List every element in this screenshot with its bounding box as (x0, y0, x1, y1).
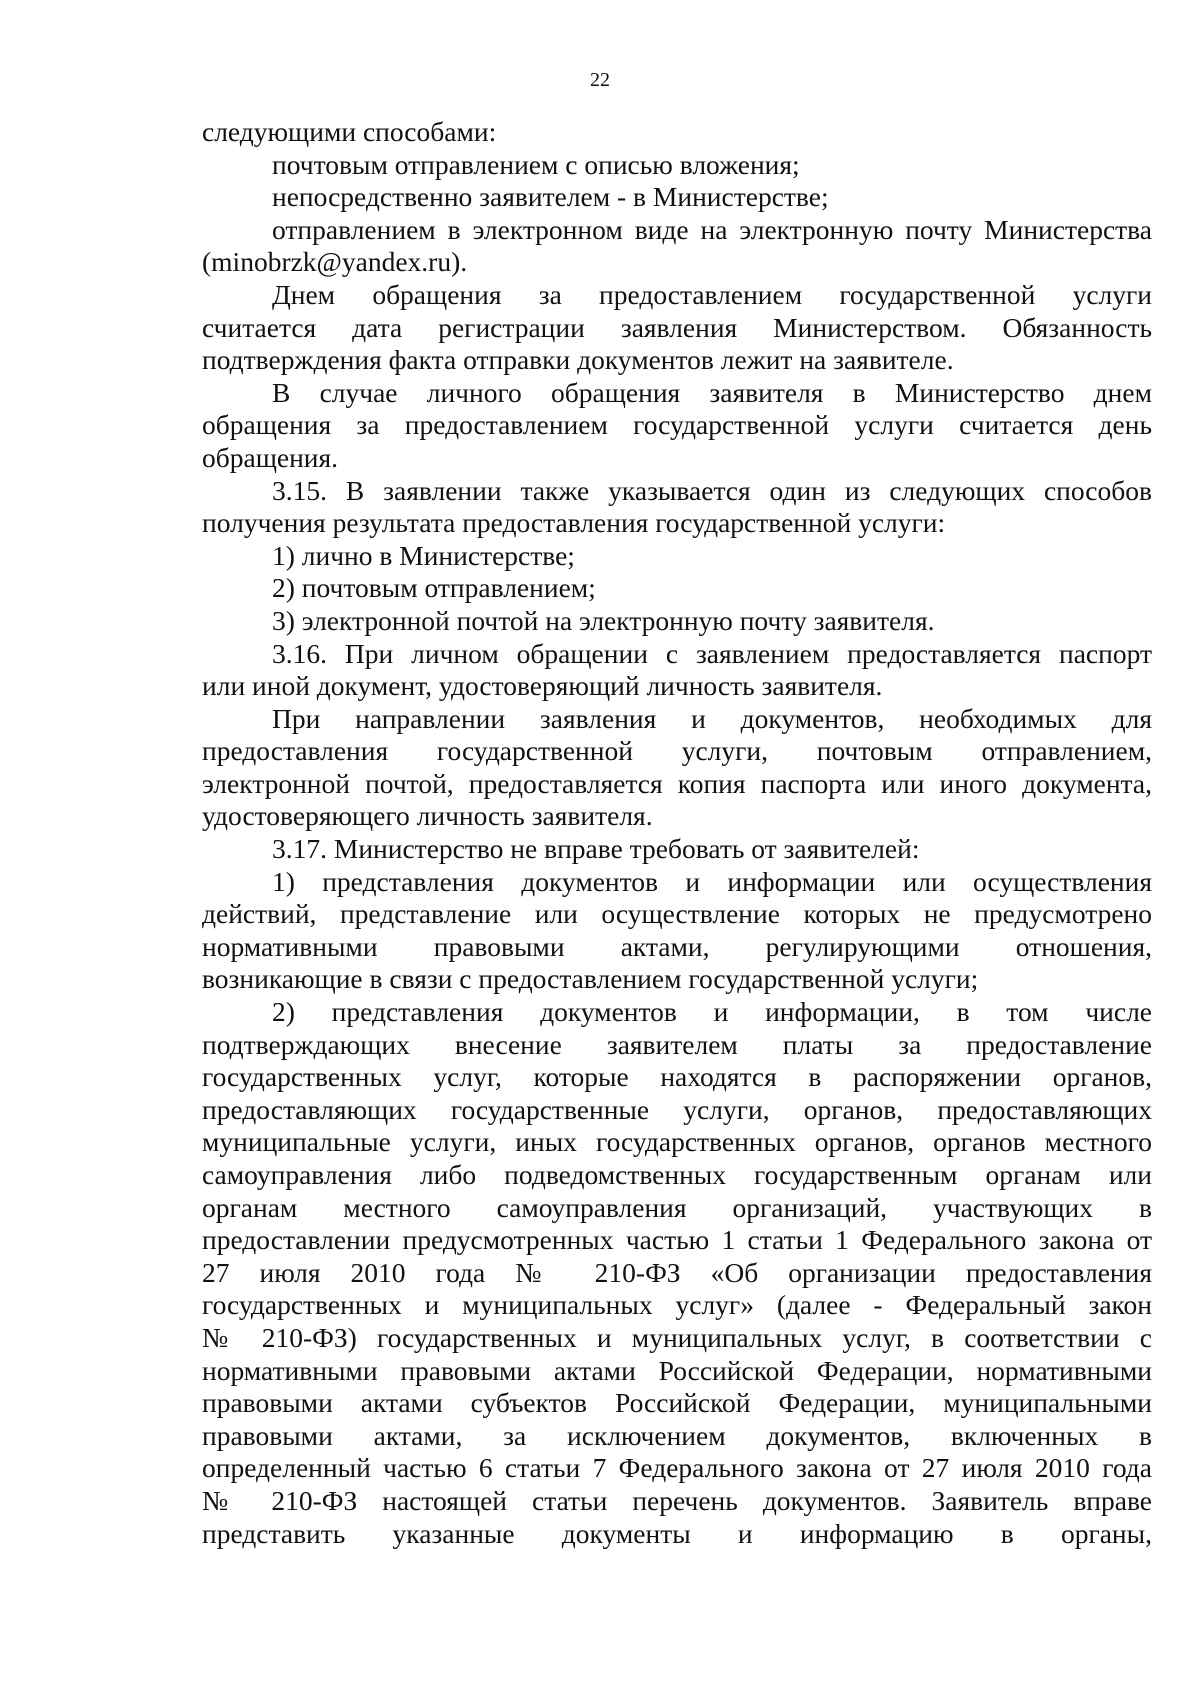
text-line: муниципальные услуги, иных государственных органов, органов местного (202, 1126, 1152, 1158)
text-line: непосредственно заявителем - в Министерстве; (272, 181, 829, 213)
text-line: 2) представления документов и информации, в том числе (272, 996, 1152, 1028)
text-line: обращения за предоставлением государственной услуги считается день (202, 409, 1152, 441)
text-line: № 210-ФЗ) государственных и муниципальных услуг, в соответствии с (202, 1321, 1152, 1353)
text-line: 1) представления документов и информации или осуществления (272, 865, 1152, 897)
text-line: самоуправления либо подведомственных государственным органам или (202, 1159, 1152, 1190)
text-line: подтверждения факта отправки документов лежит на заявителе. (202, 344, 954, 376)
text-line: предоставляющих государственные услуги, органов, предоставляющих (202, 1093, 1152, 1125)
text-line: правовыми актами, за исключением документов, включенных в (202, 1419, 1152, 1451)
text-line: органам местного самоуправления организаций, участвующих в (202, 1191, 1152, 1223)
text-line: В случае личного обращения заявителя в Министерство днем (272, 376, 1152, 408)
text-line: № 210-ФЗ настоящей статьи перечень документов. Заявитель вправе (202, 1484, 1152, 1516)
text-line: 3.17. Министерство не вправе требовать от заявителей: (272, 833, 920, 865)
text-line: государственных услуг, которые находятся в распоряжении органов, (202, 1061, 1152, 1093)
text-line: получения результата предоставления государственной услуги: (202, 507, 946, 539)
text-line: определенный частью 6 статьи 7 Федерального закона от 27 июля 2010 года (202, 1452, 1152, 1484)
text-line: 3.16. При личном обращении с заявлением предоставляется паспорт (272, 637, 1152, 669)
text-line: Днем обращения за предоставлением государственной услуги (272, 278, 1152, 310)
text-line: предоставления государственной услуги, почтовым отправлением, (202, 735, 1152, 767)
text-line: 2) почтовым отправлением; (272, 572, 596, 604)
text-line: нормативными правовыми актами Российской Федерации, нормативными (202, 1354, 1152, 1386)
text-line: удостоверяющего личность заявителя. (202, 800, 653, 832)
page-number: 22 (590, 69, 610, 91)
text-line: 3) электронной почтой на электронную почту заявителя. (272, 604, 935, 636)
text-line: возникающие в связи с предоставлением государственной услуги; (202, 963, 979, 995)
document-body (202, 116, 1152, 1550)
text-line: подтверждающих внесение заявителем платы за предоставление (202, 1028, 1152, 1060)
text-line: предоставлении предусмотренных частью 1 статьи 1 Федерального закона от (202, 1224, 1152, 1256)
text-line: государственных и муниципальных услуг» (далее - Федеральный закон (202, 1289, 1152, 1321)
text-line: 3.15. В заявлении также указывается один из следующих способов (272, 474, 1152, 506)
text-line: правовыми актами субъектов Российской Федерации, муниципальными (202, 1387, 1152, 1419)
text-line: считается дата регистрации заявления Министерством. Обязанность (202, 311, 1152, 343)
text-line: представить указанные документы и информацию в органы, (202, 1517, 1152, 1549)
text-line: нормативными правовыми актами, регулирующими отношения, (202, 930, 1152, 962)
text-line: электронной почтой, предоставляется копия паспорта или иного документа, (202, 767, 1152, 799)
text-line: действий, представление или осуществление которых не предусмотрено (202, 898, 1152, 930)
text-line: 1) лично в Министерстве; (272, 539, 575, 571)
text-line: следующими способами: (202, 116, 497, 147)
text-line: (minobrzk@yandex.ru). (202, 246, 468, 278)
text-line: 27 июля 2010 года № 210-ФЗ «Об организации предоставления (202, 1256, 1152, 1288)
text-line: или иной документ, удостоверяющий личность заявителя. (202, 670, 883, 702)
text-line: При направлении заявления и документов, необходимых для (272, 702, 1152, 734)
text-line: отправлением в электронном виде на электронную почту Министерства (272, 213, 1152, 245)
text-line: почтовым отправлением с описью вложения; (272, 148, 800, 180)
text-line: обращения. (202, 441, 339, 473)
